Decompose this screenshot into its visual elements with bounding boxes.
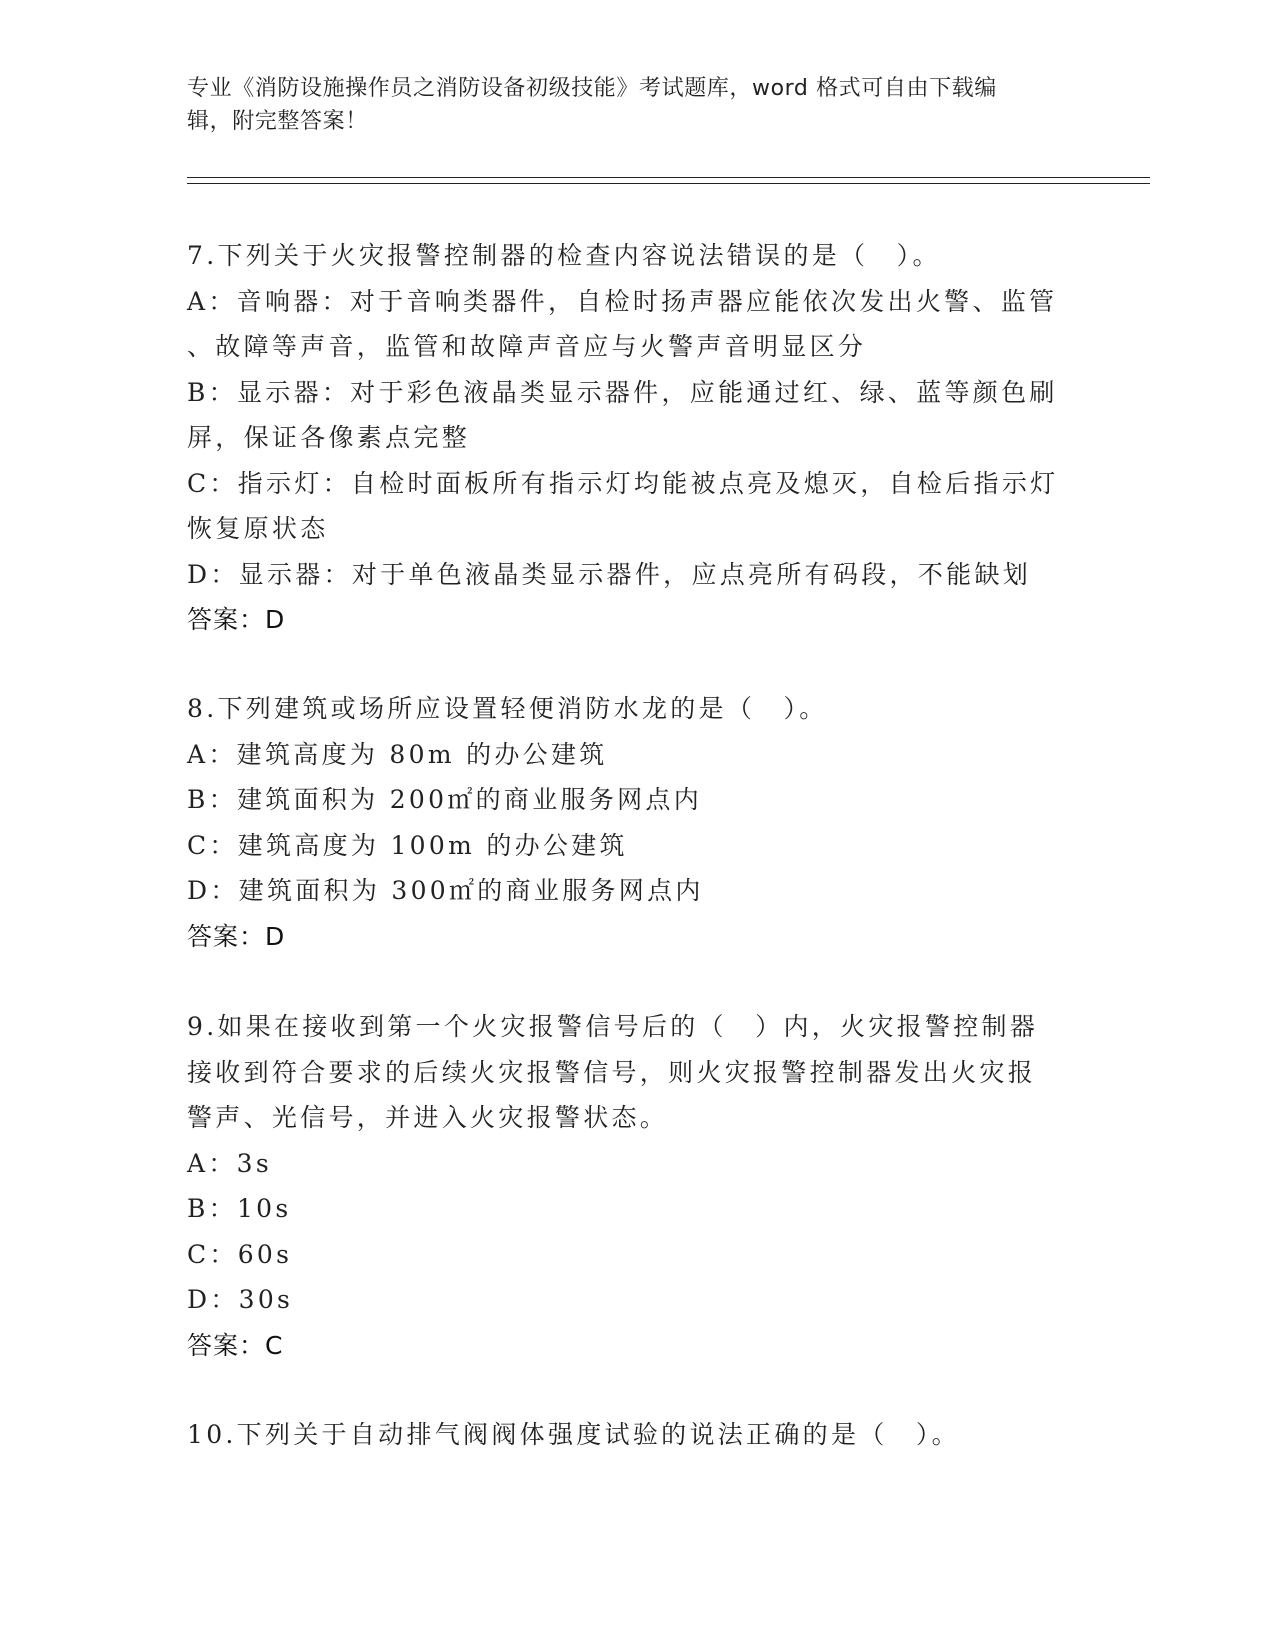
- question-8: [187, 686, 1087, 959]
- question-stem-cont: 接收到符合要求的后续火灾报警信号，则火灾报警控制器发出火灾报: [187, 1057, 1037, 1087]
- option-a-cont: 、故障等声音，监管和故障声音应与火警声音明显区分: [187, 332, 867, 361]
- option-d: D：建筑面积为 300㎡的商业服务网点内: [187, 876, 704, 905]
- header-line-2: 辑，附完整答案！: [187, 109, 368, 134]
- option-a: A：音响器：对于音响类器件，自检时扬声器应能依次发出火警、监管: [187, 286, 1058, 316]
- document-header: [187, 72, 1087, 138]
- answer: 答案：D: [187, 921, 286, 951]
- option-c: C：建筑高度为 100m 的办公建筑: [187, 830, 628, 860]
- answer: 答案：C: [187, 1330, 284, 1360]
- option-a: A：建筑高度为 80m 的办公建筑: [187, 739, 608, 769]
- option-d: D：显示器：对于单色液晶类显示器件，应点亮所有码段，不能缺划: [187, 559, 1032, 589]
- answer: 答案：D: [187, 605, 286, 634]
- header-divider-top: [187, 177, 1150, 178]
- question-stem: 10.下列关于自动排气阀阀体强度试验的说法正确的是（ ）。: [187, 1420, 960, 1449]
- option-c: C：60s: [187, 1239, 293, 1269]
- option-b-cont: 屏，保证各像素点完整: [187, 423, 471, 452]
- header-line-1: 专业《消防设施操作员之消防设备初级技能》考试题库，word 格式可自由下载编: [187, 76, 997, 101]
- question-stem-cont: 警声、光信号，并进入火灾报警状态。: [187, 1103, 669, 1132]
- question-9: [187, 1004, 1087, 1368]
- option-c-cont: 恢复原状态: [187, 514, 329, 543]
- option-b: B：显示器：对于彩色液晶类显示器件，应能通过红、绿、蓝等颜色刷: [187, 377, 1058, 407]
- option-c: C：指示灯：自检时面板所有指示灯均能被点亮及熄灭，自检后指示灯: [187, 468, 1059, 498]
- question-7: [187, 233, 1087, 643]
- option-b: B：建筑面积为 200㎡的商业服务网点内: [187, 785, 703, 814]
- question-stem: 9.如果在接收到第一个火灾报警信号后的（ ）内，火灾报警控制器: [187, 1012, 1039, 1041]
- header-divider-bottom: [187, 183, 1150, 184]
- question-10: [187, 1412, 1087, 1458]
- question-stem: 7.下列关于火灾报警控制器的检查内容说法错误的是（ ）。: [187, 241, 941, 270]
- question-stem: 8.下列建筑或场所应设置轻便消防水龙的是（ ）。: [187, 694, 828, 723]
- option-b: B：10s: [187, 1194, 292, 1223]
- option-a: A：3s: [187, 1148, 272, 1178]
- option-d: D：30s: [187, 1285, 294, 1314]
